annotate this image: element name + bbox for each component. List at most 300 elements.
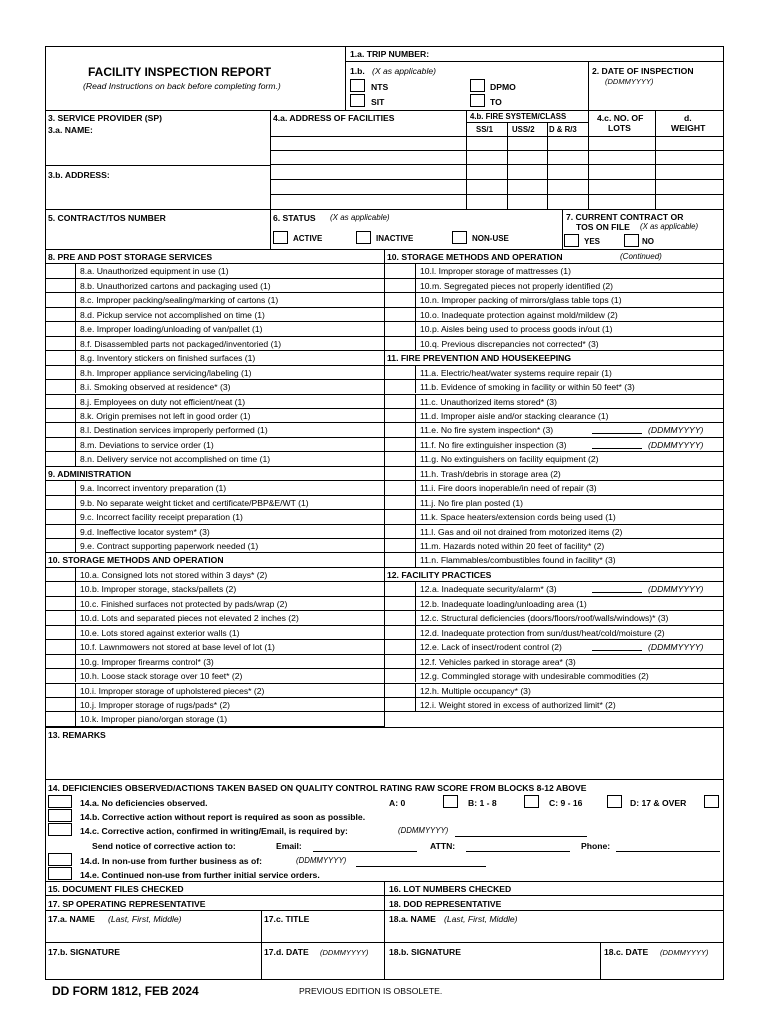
- score-c-checkbox[interactable]: [607, 795, 622, 808]
- trip-number-field[interactable]: [444, 47, 722, 60]
- checklist-item: [45, 654, 384, 668]
- checklist-item-label: 12.c. Structural deficiencies (doors/floors/roof/walls/windows)* (3): [420, 613, 669, 624]
- dod-date-label: 18.c. DATE: [604, 947, 649, 957]
- remarks-field[interactable]: [48, 742, 722, 777]
- checklist-item-label: 11.k. Space heaters/extension cords being used (1): [420, 512, 616, 523]
- checklist-item: [45, 379, 384, 393]
- checklist-item: [384, 625, 724, 639]
- sp-title-field[interactable]: [264, 925, 382, 940]
- checklist-item: [45, 408, 384, 422]
- item-date-field[interactable]: [592, 650, 642, 651]
- score-d-checkbox[interactable]: [704, 795, 719, 808]
- item-score-box[interactable]: [45, 538, 76, 552]
- checklist-item: [45, 365, 384, 379]
- yes-checkbox[interactable]: [564, 234, 579, 247]
- checklist-item: [45, 451, 384, 465]
- item-score-box[interactable]: [384, 451, 416, 465]
- item-score-box[interactable]: [45, 451, 76, 465]
- obsolete-notice: PREVIOUS EDITION IS OBSOLETE.: [299, 986, 443, 996]
- checklist-item: [45, 610, 384, 624]
- checklist-item-label: 8.m. Deviations to service order (1): [80, 439, 214, 450]
- section-heading-label: 10. STORAGE METHODS AND OPERATION: [48, 555, 224, 566]
- 14b-label: 14.b. Corrective action without report is required as soon as possible.: [80, 812, 366, 822]
- checklist-item: [45, 683, 384, 697]
- email-field[interactable]: [313, 851, 417, 852]
- phone-label: Phone:: [581, 841, 611, 851]
- checklist-item-label: 11.h. Trash/debris in storage area (2): [420, 468, 561, 479]
- item-score-box[interactable]: [45, 509, 76, 523]
- checklist-item-label: 8.a. Unauthorized equipment in use (1): [80, 266, 229, 277]
- date-of-inspection-label: 2. DATE OF INSPECTION: [592, 66, 694, 76]
- fire-system-label: 4.b. FIRE SYSTEM/CLASS: [470, 112, 567, 121]
- item-score-box[interactable]: [384, 321, 416, 335]
- checklist-item: [45, 697, 384, 711]
- checklist-item-label: 10.i. Improper storage of upholstered pieces* (2): [80, 685, 265, 696]
- item-score-box[interactable]: [45, 394, 76, 408]
- score-b-label: B: 1 - 8: [468, 798, 497, 808]
- item-score-box[interactable]: [384, 307, 416, 321]
- item-date-field[interactable]: [592, 433, 642, 434]
- checklist-item-label: 9.c. Incorrect facility receipt preparation (1): [80, 512, 243, 523]
- checklist-item: [45, 668, 384, 682]
- item-score-box[interactable]: [45, 263, 76, 277]
- checklist-item-label: 11.n. Flammables/combustibles found in facility* (3): [420, 555, 616, 566]
- dod-name-label: 18.a. NAME: [389, 914, 436, 924]
- date-format-note: (DDMMYYYY): [605, 77, 654, 86]
- checklist-item-label: 10.n. Improper packing of mirrors/glass table tops (1): [420, 295, 622, 306]
- lot-numbers-checked-label: 16. LOT NUMBERS CHECKED: [389, 884, 512, 894]
- sp-signature-field[interactable]: [48, 958, 258, 978]
- sp-date-label: 17.d. DATE: [264, 947, 309, 957]
- checklist-item-label: 11.i. Fire doors inoperable/in need of repair (3): [420, 483, 597, 494]
- checklist-item-label: 12.a. Inadequate security/alarm* (3): [420, 584, 557, 595]
- to-checkbox[interactable]: [470, 94, 485, 107]
- item-score-box[interactable]: [384, 581, 416, 595]
- checklist-item: [384, 654, 724, 668]
- section-heading: [384, 350, 724, 364]
- section-heading-label: 8. PRE AND POST STORAGE SERVICES: [48, 252, 213, 262]
- item-score-box[interactable]: [384, 683, 416, 697]
- checklist-item-label: 12.b. Inadequate loading/unloading area (1): [420, 598, 587, 609]
- checklist-item: [45, 307, 384, 321]
- facility-address-field[interactable]: [272, 123, 464, 207]
- tos-on-file-label: TOS ON FILE: [576, 222, 630, 232]
- checklist-item: [45, 350, 384, 364]
- checklist-item-label: 11.b. Evidence of smoking in facility or within 50 feet* (3): [420, 382, 635, 393]
- checklist-item: [45, 524, 384, 538]
- item-score-box[interactable]: [384, 394, 416, 408]
- checklist-item-label: 8.i. Smoking observed at residence* (3): [80, 382, 231, 393]
- item-date-format: (DDMMYYYY): [648, 584, 704, 595]
- checklist-item-label: 10.h. Loose stack storage over 10 feet* (2): [80, 671, 243, 682]
- checklist-item: [384, 365, 724, 379]
- no-checkbox[interactable]: [624, 234, 639, 247]
- checklist-item-label: 10.l. Improper storage of mattresses (1): [420, 266, 571, 277]
- checklist-item: [384, 668, 724, 682]
- checklist-item: [384, 408, 724, 422]
- checklist-item: [384, 422, 724, 436]
- checklist-item-label: 10.o. Inadequate protection against mold/mildew (2): [420, 309, 618, 320]
- uss2-header: USS/2: [512, 125, 535, 134]
- item-score-box[interactable]: [45, 654, 76, 668]
- checklist-item: [384, 394, 724, 408]
- checklist-item: [384, 307, 724, 321]
- checklist-item-label: 8.k. Origin premises not left in good order (1): [80, 410, 251, 421]
- checklist-item: [384, 336, 724, 350]
- service-provider-label: 3. SERVICE PROVIDER (SP): [48, 113, 162, 123]
- checklist-item-label: 9.a. Incorrect inventory preparation (1): [80, 483, 227, 494]
- form-title: FACILITY INSPECTION REPORT: [88, 65, 272, 79]
- item-score-box[interactable]: [45, 581, 76, 595]
- checklist-item: [384, 639, 724, 653]
- sp-name-17a-label: 17.a. NAME: [48, 914, 95, 924]
- sp-name-field[interactable]: [48, 136, 270, 164]
- attn-field[interactable]: [466, 851, 570, 852]
- item-score-box[interactable]: [45, 350, 76, 364]
- item-date-format: (DDMMYYYY): [648, 425, 704, 436]
- ss1-header: SS/1: [476, 125, 493, 134]
- checklist-item-label: 10.q. Previous discrepancies not corrected* (3): [420, 338, 599, 349]
- checklist-item-label: 8.b. Unauthorized cartons and packaging used (1): [80, 280, 271, 291]
- 14e-label: 14.e. Continued non-use from further initial service orders.: [80, 870, 320, 880]
- checklist-item: [384, 466, 724, 480]
- item-score-box[interactable]: [384, 524, 416, 538]
- item-score-box[interactable]: [384, 668, 416, 682]
- yes-label: YES: [584, 237, 601, 246]
- tos-note: (X as applicable): [640, 222, 699, 231]
- section-heading-note: (Continued): [620, 252, 662, 261]
- section-heading-label: 9. ADMINISTRATION: [48, 468, 132, 479]
- item-score-box[interactable]: [45, 307, 76, 321]
- item-score-box[interactable]: [384, 625, 416, 639]
- item-score-box[interactable]: [45, 524, 76, 538]
- checklist-item-label: 10.m. Segregated pieces not properly identified (2): [420, 280, 613, 291]
- checklist-item: [45, 422, 384, 436]
- nonuse-label: NON-USE: [472, 234, 509, 243]
- 14d-format: (DDMMYYYY): [296, 856, 347, 865]
- checklist-item-label: 11.c. Unauthorized items stored* (3): [420, 396, 557, 407]
- item-score-box[interactable]: [384, 263, 416, 277]
- current-contract-label: 7. CURRENT CONTRACT OR: [566, 212, 684, 222]
- score-d-label: D: 17 & OVER: [630, 798, 687, 808]
- inactive-checkbox[interactable]: [356, 231, 371, 244]
- checklist-item: [45, 538, 384, 552]
- checklist-item: [384, 596, 724, 610]
- fire-class-grid[interactable]: [468, 137, 587, 207]
- 14c-checkbox[interactable]: [48, 823, 72, 836]
- dod-name-note: (Last, First, Middle): [444, 914, 518, 924]
- nonuse-checkbox[interactable]: [452, 231, 467, 244]
- sp-address-label: 3.b. ADDRESS:: [48, 170, 110, 180]
- section-heading-label: 12. FACILITY PRACTICES: [387, 569, 492, 580]
- item-score-box[interactable]: [384, 365, 416, 379]
- checklist-item-label: 11.l. Gas and oil not drained from motorized items (2): [420, 526, 623, 537]
- send-notice-label: Send notice of corrective action to:: [92, 841, 236, 851]
- sit-checkbox[interactable]: [350, 94, 365, 107]
- checklist-item-label: 12.e. Lack of insect/rodent control (2): [420, 642, 562, 653]
- dod-date-field[interactable]: [604, 958, 722, 978]
- item-score-box[interactable]: [45, 365, 76, 379]
- dpmo-label: DPMO: [490, 82, 516, 92]
- no-label: NO: [642, 237, 654, 246]
- 14c-date-field[interactable]: [455, 836, 587, 837]
- section-heading: [45, 249, 384, 263]
- dod-signature-label: 18.b. SIGNATURE: [389, 947, 461, 957]
- item-score-box[interactable]: [384, 610, 416, 624]
- nts-checkbox[interactable]: [350, 79, 365, 92]
- item-score-box[interactable]: [45, 292, 76, 306]
- checklist-item-label: 10.a. Consigned lots not stored within 3 days* (2): [80, 569, 268, 580]
- item-score-box[interactable]: [384, 466, 416, 480]
- item-score-box[interactable]: [45, 639, 76, 653]
- dod-date-note: (DDMMYYYY): [660, 948, 709, 957]
- item-score-box[interactable]: [45, 379, 76, 393]
- checklist-item-label: 10.d. Lots and separated pieces not elevated 2 inches (2): [80, 613, 299, 624]
- checklist-item: [384, 552, 724, 566]
- checklist-item: [45, 321, 384, 335]
- item-score-box[interactable]: [384, 596, 416, 610]
- checklist-item: [45, 596, 384, 610]
- item-score-box[interactable]: [384, 654, 416, 668]
- weight-field[interactable]: [657, 137, 723, 207]
- item-score-box[interactable]: [45, 610, 76, 624]
- item-score-box[interactable]: [45, 321, 76, 335]
- dod-representative-label: 18. DOD REPRESENTATIVE: [389, 899, 502, 909]
- dpmo-checkbox[interactable]: [470, 79, 485, 92]
- attn-label: ATTN:: [430, 841, 456, 851]
- item-score-box[interactable]: [384, 336, 416, 350]
- checklist-item: [384, 263, 724, 277]
- checklist-item: [45, 567, 384, 581]
- checklist-item: [384, 538, 724, 552]
- item-score-box[interactable]: [384, 480, 416, 494]
- checklist-item-label: 12.h. Multiple occupancy* (3): [420, 685, 531, 696]
- checklist-item: [384, 379, 724, 393]
- weight-label: d.: [684, 113, 692, 123]
- checklist-item-label: 10.j. Improper storage of rugs/pads* (2): [80, 699, 230, 710]
- 14a-checkbox[interactable]: [48, 795, 72, 808]
- checklist-item-label: 11.a. Electric/heat/water systems require repair (1): [420, 367, 612, 378]
- checklist-item-label: 8.e. Improper loading/unloading of van/pallet (1): [80, 324, 263, 335]
- item-score-box[interactable]: [45, 422, 76, 436]
- sp-representative-label: 17. SP OPERATING REPRESENTATIVE: [48, 899, 206, 909]
- checklist-item: [384, 610, 724, 624]
- item-score-box[interactable]: [45, 278, 76, 292]
- phone-field[interactable]: [616, 851, 720, 852]
- checklist-item-label: 10.p. Aisles being used to process goods in/out (1): [420, 324, 613, 335]
- checklist-item-label: 11.j. No fire plan posted (1): [420, 497, 524, 508]
- 14d-date-field[interactable]: [356, 866, 486, 867]
- checklist-item-label: 10.k. Improper piano/organ storage (1): [80, 714, 228, 725]
- form-id: DD FORM 1812, FEB 2024: [52, 984, 199, 998]
- checklist-item: [384, 495, 724, 509]
- item-score-box[interactable]: [45, 711, 76, 725]
- checklist-item-label: 11.e. No fire system inspection* (3): [420, 425, 554, 436]
- checklist-item: [384, 683, 724, 697]
- sp-name-17a-field[interactable]: [48, 925, 258, 940]
- row-divider: [384, 711, 724, 712]
- sit-label: SIT: [371, 97, 385, 107]
- checklist-item-label: 10.g. Improper firearms control* (3): [80, 656, 214, 667]
- checklist-item-label: 9.b. No separate weight ticket and certificate/PBP&E/WT (1): [80, 497, 309, 508]
- checklist-item-label: 11.g. No extinguishers on facility equipment (2): [420, 454, 599, 465]
- score-a-label: A: 0: [389, 798, 406, 808]
- active-checkbox[interactable]: [273, 231, 288, 244]
- form-subtitle: (Read Instructions on back before completing form.): [83, 81, 281, 91]
- item-score-box[interactable]: [384, 408, 416, 422]
- item-score-box[interactable]: [45, 668, 76, 682]
- 14a-label: 14.a. No deficiencies observed.: [80, 798, 208, 808]
- 14c-format: (DDMMYYYY): [398, 826, 449, 835]
- checklist-item-label: 8.n. Delivery service not accomplished on time (1): [80, 454, 271, 465]
- item-score-box[interactable]: [45, 480, 76, 494]
- section-heading-label: 11. FIRE PREVENTION AND HOUSEKEEPING: [387, 353, 572, 364]
- inactive-label: INACTIVE: [376, 234, 414, 243]
- remarks-label: 13. REMARKS: [48, 730, 106, 740]
- checklist-item: [384, 451, 724, 465]
- item-score-box[interactable]: [384, 278, 416, 292]
- trip-number-label: 1.a. TRIP NUMBER:: [350, 49, 430, 59]
- sp-date-note: (DDMMYYYY): [320, 948, 369, 957]
- item-score-box[interactable]: [384, 495, 416, 509]
- checklist-item: [45, 495, 384, 509]
- score-a-checkbox[interactable]: [443, 795, 458, 808]
- item-score-box[interactable]: [45, 683, 76, 697]
- item-score-box[interactable]: [384, 538, 416, 552]
- score-b-checkbox[interactable]: [524, 795, 539, 808]
- checklist-item: [45, 711, 384, 725]
- checklist-item-label: 10.f. Lawnmowers not stored at base level of lot (1): [80, 642, 275, 653]
- item-date-field[interactable]: [592, 592, 642, 593]
- date-of-inspection-field[interactable]: [590, 88, 722, 108]
- checklist-item-label: 8.d. Pickup service not accomplished on time (1): [80, 309, 265, 320]
- dod-signature-field[interactable]: [389, 958, 597, 978]
- item-score-box[interactable]: [384, 422, 416, 436]
- item-score-box[interactable]: [384, 379, 416, 393]
- checklist-item-label: 12.f. Vehicles parked in storage area* (3): [420, 656, 576, 667]
- 14e-checkbox[interactable]: [48, 867, 72, 880]
- checklist-item: [384, 321, 724, 335]
- checklist-item-label: 10.b. Improper storage, stacks/pallets (2): [80, 584, 237, 595]
- checklist-item: [45, 292, 384, 306]
- checklist-item-label: 11.m. Hazards noted within 20 feet of facility* (2): [420, 541, 605, 551]
- checklist-item-label: 10.c. Finished surfaces not protected by pads/wrap (2): [80, 598, 288, 609]
- sp-address-field[interactable]: [48, 182, 270, 208]
- lots-label-2: LOTS: [608, 123, 631, 133]
- section-heading: [45, 466, 384, 480]
- sp-signature-label: 17.b. SIGNATURE: [48, 947, 120, 957]
- 14b-checkbox[interactable]: [48, 809, 72, 822]
- checklist-item: [45, 639, 384, 653]
- item-score-box[interactable]: [384, 697, 416, 711]
- lots-label: 4.c. NO. OF: [597, 113, 644, 123]
- checklist-item: [45, 278, 384, 292]
- checklist-item: [45, 581, 384, 595]
- checklist-item-label: 12.i. Weight stored in excess of authorized limit* (2): [420, 699, 616, 710]
- checklist-item: [45, 625, 384, 639]
- section-heading: [384, 249, 724, 263]
- item-date-format: (DDMMYYYY): [648, 439, 704, 450]
- score-c-label: C: 9 - 16: [549, 798, 583, 808]
- item-score-box[interactable]: [384, 552, 416, 566]
- email-label: Email:: [276, 841, 302, 851]
- item-score-box[interactable]: [45, 567, 76, 581]
- sp-name-17a-note: (Last, First, Middle): [108, 914, 182, 924]
- sp-name-label: 3.a. NAME:: [48, 125, 93, 135]
- checklist-item: [384, 524, 724, 538]
- item-score-box[interactable]: [384, 509, 416, 523]
- checklist-item-label: 12.d. Inadequate protection from sun/dust/heat/cold/moisture (2): [420, 627, 665, 638]
- checklist-item: [45, 394, 384, 408]
- checklist-item: [384, 509, 724, 523]
- 14c-label: 14.c. Corrective action, confirmed in writing/Email, is required by:: [80, 826, 348, 836]
- item-score-box[interactable]: [45, 596, 76, 610]
- checklist-item-label: 12.g. Commingled storage with undesirable commodities (2): [420, 671, 649, 682]
- checklist-item-label: 8.l. Destination services improperly performed (1): [80, 425, 268, 436]
- checklist-item: [384, 437, 724, 451]
- checklist-item-label: 11.d. Improper aisle and/or stacking clearance (1): [420, 410, 609, 421]
- checklist-item-label: 10.e. Lots stored against exterior walls (1): [80, 627, 240, 638]
- checklist-item-label: 8.h. Improper appliance servicing/labeling (1): [80, 367, 252, 378]
- item-score-box[interactable]: [384, 437, 416, 451]
- item-score-box[interactable]: [45, 495, 76, 509]
- checklist-item-label: 9.e. Contract supporting paperwork needed (1): [80, 541, 259, 551]
- 14d-label: 14.d. In non-use from further business as of:: [80, 856, 262, 866]
- checklist-item-label: 8.c. Improper packing/sealing/marking of cartons (1): [80, 295, 279, 306]
- status-note: (X as applicable): [330, 213, 390, 222]
- b1-note: (X as applicable): [372, 66, 437, 76]
- to-label: TO: [490, 97, 502, 107]
- contract-number-label: 5. CONTRACT/TOS NUMBER: [48, 213, 166, 223]
- item-score-box[interactable]: [45, 697, 76, 711]
- item-score-box[interactable]: [45, 437, 76, 451]
- weight-label-2: WEIGHT: [671, 123, 706, 133]
- checklist-item: [45, 263, 384, 277]
- item-score-box[interactable]: [45, 625, 76, 639]
- checklist-item-label: 8.g. Inventory stickers on finished surfaces (1): [80, 353, 256, 364]
- sp-title-label: 17.c. TITLE: [264, 914, 310, 924]
- section-heading: [45, 552, 384, 566]
- sp-date-field[interactable]: [264, 958, 382, 978]
- item-date-field[interactable]: [592, 448, 642, 449]
- checklist-item-label: 8.j. Employees on duty not efficient/neat (1): [80, 396, 246, 407]
- checklist-item-label: 11.f. No fire extinguisher inspection (3): [420, 439, 567, 450]
- item-score-box[interactable]: [45, 408, 76, 422]
- facility-address-label: 4.a. ADDRESS OF FACILITIES: [273, 113, 395, 123]
- checklist-item: [384, 480, 724, 494]
- checklist-item: [45, 437, 384, 451]
- item-score-box[interactable]: [384, 639, 416, 653]
- checklist-item: [45, 509, 384, 523]
- checklist-item: [45, 336, 384, 350]
- checklist-item: [384, 292, 724, 306]
- contract-number-field[interactable]: [48, 225, 268, 247]
- section-heading-label: 10. STORAGE METHODS AND OPERATION: [387, 252, 563, 262]
- b1-label: 1.b.: [350, 66, 365, 76]
- item-score-box[interactable]: [45, 336, 76, 350]
- checklist-item: [384, 581, 724, 595]
- checklist-item-label: 9.d. Ineffective locator system* (3): [80, 526, 210, 537]
- dod-name-field[interactable]: [389, 925, 719, 940]
- lots-field[interactable]: [590, 137, 654, 207]
- item-score-box[interactable]: [384, 292, 416, 306]
- checklist-item: [384, 278, 724, 292]
- deficiencies-title: 14. DEFICIENCIES OBSERVED/ACTIONS TAKEN BASED ON QUALITY CONTROL RATING RAW SCORE FROM BLOCKS 8-12 ABOVE: [48, 783, 587, 793]
- checklist-item-label: 8.f. Disassembled parts not packaged/inventoried (1): [80, 338, 282, 349]
- 14d-checkbox[interactable]: [48, 853, 72, 866]
- status-label: 6. STATUS: [273, 213, 316, 223]
- item-date-format: (DDMMYYYY): [648, 642, 704, 653]
